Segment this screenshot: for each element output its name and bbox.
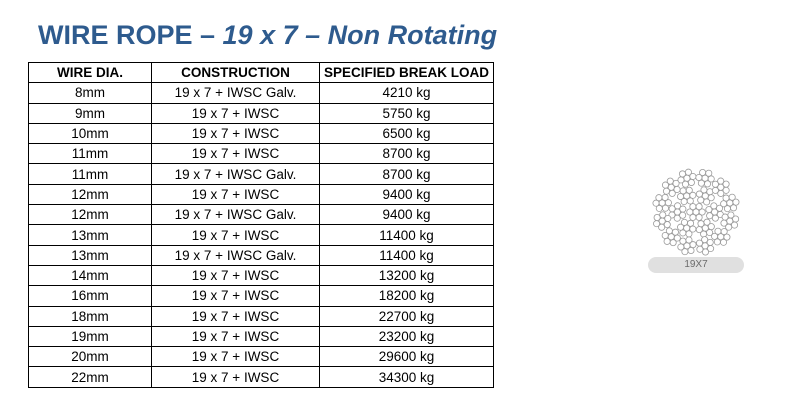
wire (700, 169, 706, 175)
title-main: WIRE ROPE – (38, 20, 223, 50)
header-construction: CONSTRUCTION (152, 63, 320, 83)
strand (677, 219, 695, 237)
wire (681, 219, 687, 225)
table-row (29, 265, 494, 285)
strand (662, 228, 680, 246)
wire (662, 205, 668, 211)
wire (733, 199, 739, 205)
table-row (29, 245, 494, 265)
header-break-load: SPECIFIED BREAK LOAD (320, 63, 494, 83)
strand (696, 187, 714, 205)
wire (688, 179, 694, 185)
table-row (29, 326, 494, 346)
table-row (29, 103, 494, 123)
cell-wire-dia: 13mm (29, 245, 152, 265)
wire (706, 170, 712, 176)
table-row (29, 286, 494, 306)
cell-construction: 19 x 7 + IWSC (152, 326, 320, 346)
strand (721, 212, 739, 230)
cell-construction: 19 x 7 + IWSC Galv. (152, 245, 320, 265)
strand (711, 228, 730, 245)
cell-break-load: 6500 kg (320, 123, 494, 143)
cell-construction: 19 x 7 + IWSC (152, 306, 320, 326)
wire (678, 244, 684, 250)
wire (697, 246, 703, 252)
cell-break-load: 34300 kg (320, 367, 494, 387)
cell-break-load: 9400 kg (320, 184, 494, 204)
wire (680, 238, 686, 244)
wire (678, 177, 684, 183)
strand (669, 203, 686, 222)
wire (731, 222, 737, 228)
wire (696, 204, 702, 210)
wire (707, 213, 713, 219)
wire (687, 220, 693, 226)
cell-break-load: 23200 kg (320, 326, 494, 346)
wire (688, 247, 694, 253)
wire (662, 232, 668, 238)
wire (733, 216, 739, 222)
cell-break-load: 9400 kg (320, 205, 494, 225)
cell-wire-dia: 8mm (29, 83, 152, 103)
wire (715, 228, 721, 234)
wire (680, 188, 686, 194)
cell-wire-dia: 9mm (29, 103, 152, 123)
wire (690, 226, 696, 232)
strand (696, 169, 715, 187)
wire (664, 238, 670, 244)
wire (665, 215, 671, 221)
wire (690, 242, 696, 248)
wire (712, 187, 718, 193)
cell-wire-dia: 19mm (29, 326, 152, 346)
table-row (29, 83, 494, 103)
cell-wire-dia: 11mm (29, 164, 152, 184)
cell-construction: 19 x 7 + IWSC Galv. (152, 164, 320, 184)
strand (678, 237, 696, 255)
table-row (29, 225, 494, 245)
table-row (29, 144, 494, 164)
cell-break-load: 8700 kg (320, 164, 494, 184)
wire (698, 180, 704, 186)
strand (653, 212, 670, 231)
wire (680, 230, 686, 236)
cell-break-load: 5750 kg (320, 103, 494, 123)
cell-construction: 19 x 7 + IWSC (152, 103, 320, 123)
cell-wire-dia: 12mm (29, 205, 152, 225)
cell-break-load: 11400 kg (320, 225, 494, 245)
cell-construction: 19 x 7 + IWSC (152, 265, 320, 285)
wire (723, 195, 729, 201)
strand (678, 169, 696, 187)
strand (687, 204, 706, 221)
strand (653, 194, 672, 211)
strand (712, 178, 729, 197)
cell-break-load: 4210 kg (320, 83, 494, 103)
table-header-row (29, 63, 494, 83)
table-row (29, 367, 494, 387)
page-title (38, 20, 497, 51)
cell-wire-dia: 16mm (29, 286, 152, 306)
wire (696, 214, 702, 220)
cell-construction: 19 x 7 + IWSC (152, 286, 320, 306)
wire (712, 215, 718, 221)
wire (714, 239, 720, 245)
wire (669, 190, 675, 196)
cell-wire-dia: 13mm (29, 225, 152, 245)
table-row (29, 347, 494, 367)
strand (662, 178, 680, 196)
wire (720, 239, 726, 245)
cell-construction: 19 x 7 + IWSC (152, 225, 320, 245)
cell-construction: 19 x 7 + IWSC (152, 347, 320, 367)
table-row (29, 184, 494, 204)
wire (707, 239, 713, 245)
wire (653, 221, 659, 227)
wire (670, 240, 676, 246)
cell-break-load: 22700 kg (320, 306, 494, 326)
cell-break-load: 8700 kg (320, 144, 494, 164)
table-row (29, 164, 494, 184)
wire (704, 181, 710, 187)
table-row (29, 306, 494, 326)
cell-construction: 19 x 7 + IWSC (152, 144, 320, 164)
diagram-label: 19X7 (648, 257, 744, 273)
table-body (29, 83, 494, 387)
cell-wire-dia: 12mm (29, 184, 152, 204)
wire (704, 199, 710, 205)
wire (722, 214, 728, 220)
cell-wire-dia: 18mm (29, 306, 152, 326)
wire (701, 187, 707, 193)
wire (708, 223, 714, 229)
cell-construction: 19 x 7 + IWSC (152, 123, 320, 143)
cell-construction: 19 x 7 + IWSC (152, 367, 320, 387)
wire (672, 229, 678, 235)
wire (679, 171, 685, 177)
strand (696, 237, 713, 256)
wire (698, 221, 704, 227)
wire (696, 227, 702, 233)
wire (680, 206, 686, 212)
wire (730, 205, 736, 211)
cell-break-load: 29600 kg (320, 347, 494, 367)
cell-wire-dia: 10mm (29, 123, 152, 143)
title-italic: 19 x 7 – Non Rotating (222, 20, 498, 50)
cell-wire-dia: 22mm (29, 367, 152, 387)
strand (721, 194, 739, 212)
cell-break-load: 11400 kg (320, 245, 494, 265)
wire (687, 198, 693, 204)
cell-construction: 19 x 7 + IWSC Galv. (152, 83, 320, 103)
table-row (29, 123, 494, 143)
header-wire-dia: WIRE DIA. (29, 63, 152, 83)
wire (656, 195, 662, 201)
cell-wire-dia: 14mm (29, 265, 152, 285)
wire (698, 197, 704, 203)
wire (654, 214, 660, 220)
cell-wire-dia: 20mm (29, 347, 152, 367)
wire (711, 203, 717, 209)
wire (723, 181, 729, 187)
cell-break-load: 13200 kg (320, 265, 494, 285)
wire (667, 178, 673, 184)
wire (680, 212, 686, 218)
table-row (29, 205, 494, 225)
wire (721, 201, 727, 207)
cell-construction: 19 x 7 + IWSC Galv. (152, 205, 320, 225)
specification-table (28, 62, 494, 388)
wire (685, 169, 691, 175)
wire (690, 204, 696, 210)
cell-wire-dia: 11mm (29, 144, 152, 164)
cell-break-load: 18200 kg (320, 286, 494, 306)
cell-construction: 19 x 7 + IWSC (152, 184, 320, 204)
wire (663, 188, 669, 194)
rope-cross-section-diagram (652, 168, 740, 256)
